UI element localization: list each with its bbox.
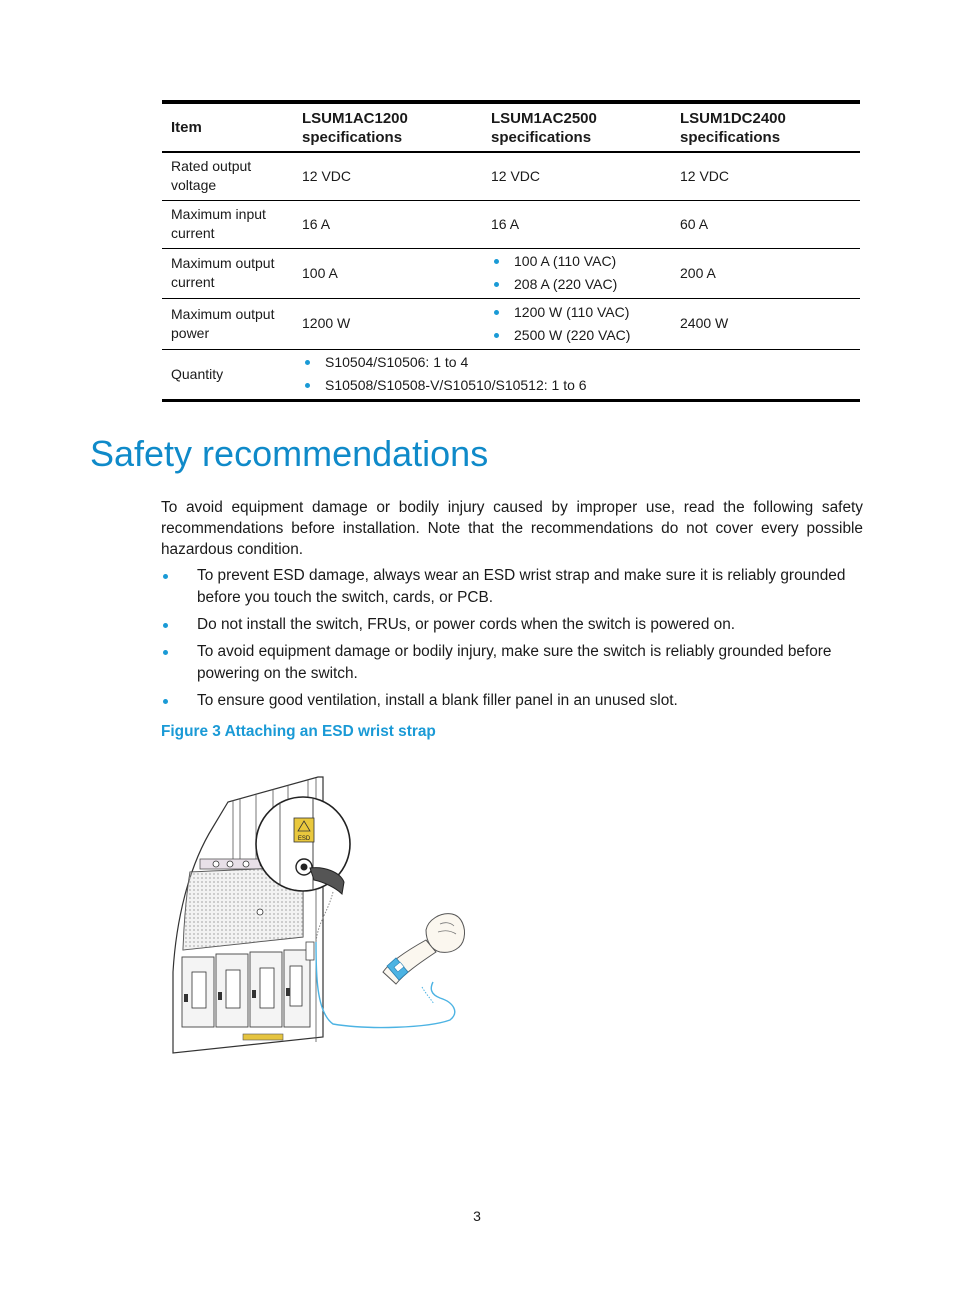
list-item: To avoid equipment damage or bodily injury, make sure the switch is reliably grounded before powering on the switch. [161,641,863,685]
row-label: Maximum input current [162,200,293,248]
header-lsum1dc2400: LSUM1DC2400 specifications [671,102,860,152]
row-label: Rated output voltage [162,152,293,200]
esd-wrist-strap-illustration [168,772,468,1058]
header-lsum1ac2500: LSUM1AC2500 specifications [482,102,671,152]
row-label: Maximum output current [162,248,293,298]
row-label: Quantity [171,365,224,382]
power-module-spec-table [162,100,860,402]
safety-bullet-list [161,565,863,717]
cell-value: 2400 W [671,298,860,349]
list-item: 2500 W (220 VAC) [491,324,662,347]
cell-list [482,248,671,298]
cell-value: 200 A [671,248,860,298]
cell-value: 12 VDC [482,152,671,200]
table-row [162,298,860,349]
cell-list [482,298,671,349]
cell-value: 1200 W [293,298,482,349]
table-row [162,349,860,400]
cell-list [293,349,860,400]
hand-fist [426,914,465,953]
page-number: 3 [473,1208,481,1224]
cell-value: 12 VDC [671,152,860,200]
list-item: S10508/S10508-V/S10510/S10512: 1 to 6 [302,374,851,397]
ground-connector [306,942,314,960]
intro-paragraph: To avoid equipment damage or bodily injury caused by improper use, read the following safety recommendations before installation. Note that the recommendations do not cover every possible hazardous condition. [161,499,863,558]
cell-value: 100 A [293,248,482,298]
esd-strap-cable [316,942,455,1027]
cell-value: 16 A [482,200,671,248]
panel-screw-icon [257,909,263,915]
list-item: 208 A (220 VAC) [491,273,662,296]
list-item: To prevent ESD damage, always wear an ESD wrist strap and make sure it is reliably grounded before you touch the switch, cards, or PCB. [161,565,863,609]
list-item: 1200 W (110 VAC) [491,301,662,324]
cell-value: 60 A [671,200,860,248]
cell-value: 16 A [293,200,482,248]
list-item: Do not install the switch, FRUs, or power cords when the switch is powered on. [161,614,863,636]
header-item: Item [162,102,293,152]
figure-caption: Figure 3 Attaching an ESD wrist strap [161,723,436,740]
esd-label-text: ESD [297,836,311,842]
header-lsum1ac1200: LSUM1AC1200 specifications [293,102,482,152]
table-row [162,152,860,200]
section-title: Safety recommendations [90,433,489,474]
table-row [162,200,860,248]
table-row [162,248,860,298]
list-item: To ensure good ventilation, install a blank filler panel in an unused slot. [161,690,863,712]
cell-value: 12 VDC [293,152,482,200]
warning-label [243,1034,283,1040]
list-item: S10504/S10506: 1 to 4 [302,351,851,374]
row-label: Maximum output power [162,298,293,349]
list-item: 100 A (110 VAC) [491,250,662,273]
table-header-row [162,102,860,152]
